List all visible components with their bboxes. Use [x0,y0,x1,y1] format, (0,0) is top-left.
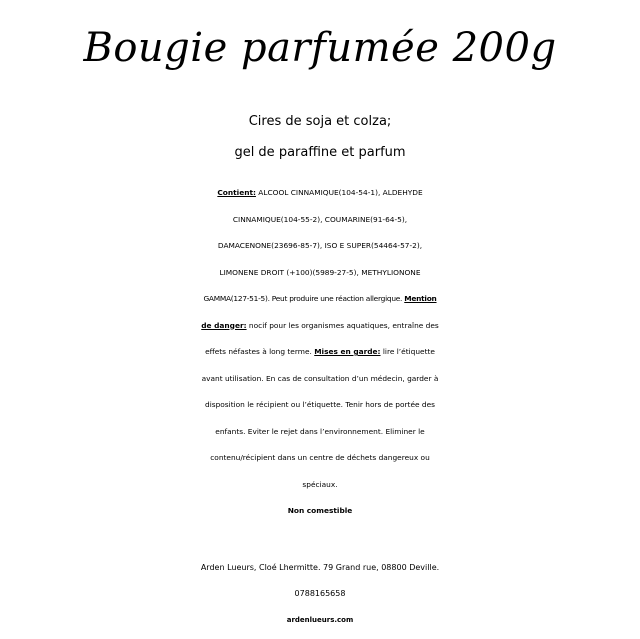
ingredients-text-1: ALCOOL CINNAMIQUE(104-54-1), ALDEHYDE [255,188,423,197]
ingredients-line-2: CINNAMIQUE(104-55-2), COUMARINE(91-64-5), [232,214,408,224]
warnings-line-1 [0,339,640,366]
mention-label-part-1: Mention [404,294,437,303]
safety-information [0,180,640,525]
ingredients-line-3: DAMACENONE(23696-85-7), ISO E SUPER(54464-57-2), [217,241,423,250]
warnings-line-5: contenu/récipient dans un centre de déchets dangereux ou [210,453,430,462]
non-comestible-notice: Non comestible [287,506,353,515]
danger-text: nocif pour les organismes aquatiques, entraîne des [246,320,439,330]
warnings-line-4: enfants. Eviter le rejet dans l’environnement. Eliminer le [215,426,425,436]
contient-label: Contient: [217,188,256,197]
warnings-line-2: avant utilisation. En cas de consultation d’un médecin, garder à [201,373,439,383]
warnings-text-1: lire l’étiquette [380,347,435,356]
danger-line [0,313,640,340]
product-composition [0,106,640,168]
ingredients-line-1 [0,180,640,207]
manufacturer-website: ardenlueurs.com [286,616,354,624]
ingredients-line-4: LIMONENE DROIT (+100)(5989-27-5), METHYLIONONE [219,267,421,277]
composition-line-1: Cires de soja et colza; [248,114,392,129]
product-title: Bougie parfumée 200g [83,25,557,71]
manufacturer-phone: 0788165658 [294,589,346,598]
warnings-line-3: disposition le récipient ou l’étiquette. Tenir hors de portée des [205,400,435,409]
danger-text-end: effets néfastes à long terme. [205,347,315,356]
manufacturer-info [0,555,640,633]
composition-line-2: gel de paraffine et parfum [234,145,406,160]
ingredients-line-5 [0,286,640,313]
allergy-text: GAMMA(127-51-5). Peut produire une réaction allergique. [203,294,405,303]
mention-label-part-2: de danger: [201,320,247,330]
manufacturer-address: Arden Lueurs, Cloé Lhermitte. 79 Grand rue, 08800 Deville. [200,563,440,572]
mises-en-garde-label: Mises en garde: [314,347,381,356]
warnings-line-6: spéciaux. [302,479,338,489]
